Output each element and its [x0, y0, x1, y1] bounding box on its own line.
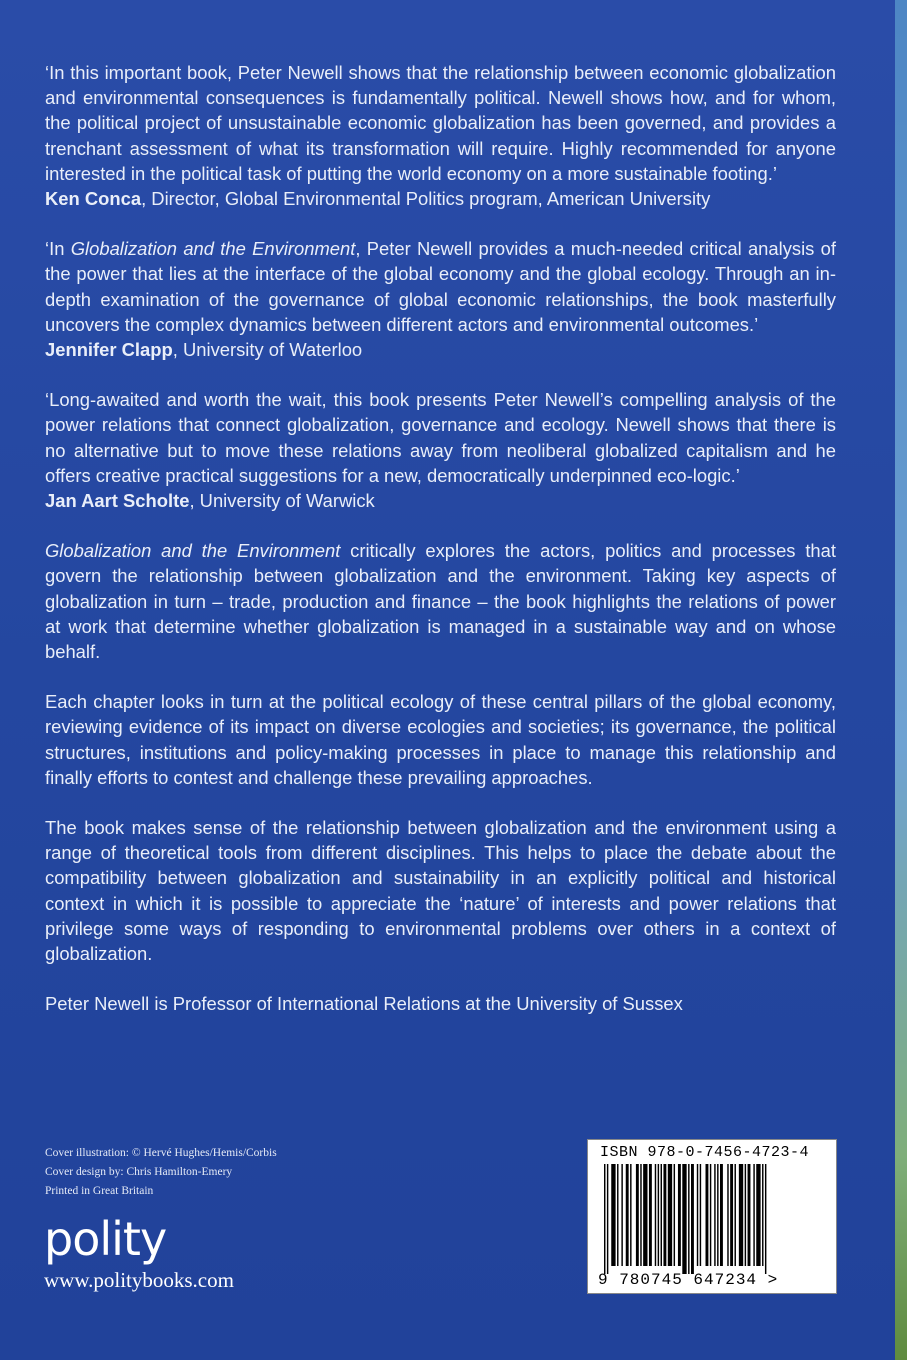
design-credit: Cover design by: Chris Hamilton-Emery — [45, 1166, 233, 1178]
quote-1-attribution: Ken Conca, Director, Global Environmental Politics program, American University — [45, 188, 711, 210]
cover-text — [45, 60, 836, 1017]
description-paragraph-1: Globalization and the Environment critically explores the actors, politics and processes that govern the relationship between globalization and the environment. Taking key aspects of globalization in turn – trade, production and finance – the book highlights the relations of power at work that determine whether globalization is managed in a sustainable way and on whose behalf. — [45, 540, 836, 663]
barcode-digits: 9 780745 647234 > — [598, 1271, 779, 1289]
printed-credit: Printed in Great Britain — [45, 1185, 154, 1197]
quote-1: ‘In this important book, Peter Newell shows that the relationship between economic globalization and environmental consequences is fundamentally political. Newell shows how, and for whom, the political project of unsustainable economic globalization has been governed, and provides a trenchant assessment of what its transformation will require. Highly recommended for anyone interested in the political task of putting the world economy on a more sustainable footing.’ — [45, 62, 836, 184]
description-paragraph-3: The book makes sense of the relationship between globalization and the environment using a range of theoretical tools from different disciplines. This helps to place the debate about the compatibility between globalization and sustainability in an explicitly political and historical context in which it is possible to appreciate the ‘nature’ of interests and power relations that privilege some ways of responding to environmental problems over others in a context of globalization. — [45, 817, 836, 965]
cover-credits — [45, 1144, 277, 1201]
quote-3-attribution: Jan Aart Scholte, University of Warwick — [45, 490, 375, 512]
illustration-credit: Cover illustration: © Hervé Hughes/Hemis/Corbis — [45, 1147, 277, 1159]
description-paragraph-2: Each chapter looks in turn at the political ecology of these central pillars of the global economy, reviewing evidence of its impact on diverse ecologies and societies; its governance, the political structures, institutions and policy-making processes in place to manage this relationship and finally efforts to contest and challenge these prevailing approaches. — [45, 691, 836, 788]
author-bio: Peter Newell is Professor of International Relations at the University of Sussex — [45, 993, 683, 1015]
quote-3: ‘Long-awaited and worth the wait, this book presents Peter Newell’s compelling analysis of the power relations that connect globalization, governance and ecology. Newell shows that there is no alternative but to move these relations away from neoliberal globalized capitalism and he offers creative practical suggestions for a new, democratically underpinned eco-logic.’ — [45, 389, 836, 486]
quote-2-attribution: Jennifer Clapp, University of Waterloo — [45, 339, 363, 361]
publisher-url[interactable]: www.politybooks.com — [44, 1268, 234, 1292]
barcode-bars-icon — [598, 1164, 820, 1274]
polity-logo: polity — [44, 1212, 167, 1266]
quote-2: ‘In Globalization and the Environment, Peter Newell provides a much-needed critical analysis of the power that lies at the interface of the global economy and the global ecology. Through an in-depth examination of the governance of global economic relationships, the book masterfully uncovers the complex dynamics between different actors and environmental outcomes.’ — [45, 238, 837, 335]
isbn-barcode — [587, 1139, 837, 1294]
isbn-label: ISBN 978-0-7456-4723-4 — [600, 1144, 810, 1161]
spine-edge — [895, 0, 907, 1360]
